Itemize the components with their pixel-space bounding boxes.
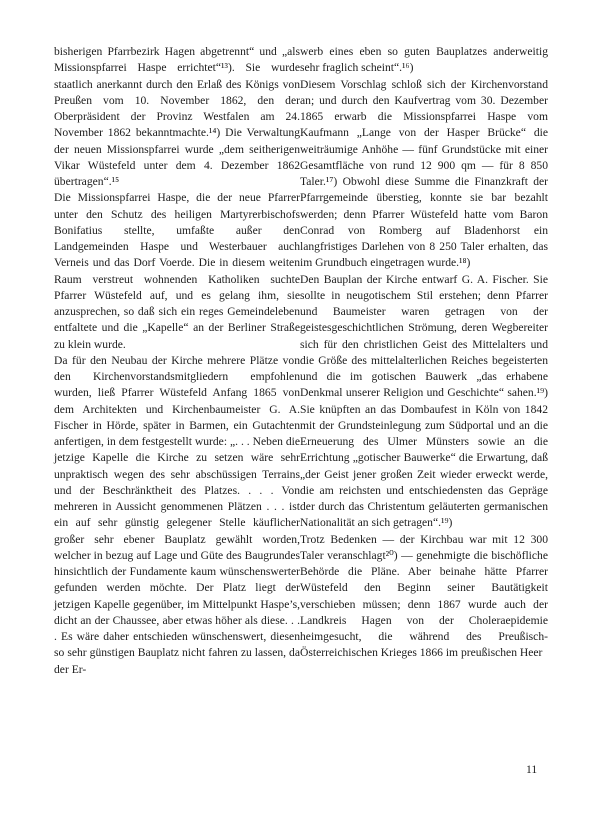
paragraph: werb eines eben so guten Bauplatzes anderweitig sehr fraglich scheint“.¹⁶) bbox=[300, 45, 548, 75]
paragraph: Trotz Bedenken — der Kirchbau war mit 12 300 Taler veranschlagt²⁰) — genehmigte die bischöfliche Behörde die Pläne. Aber beinahe hätte Pfarrer Wüstefeld den Beginn seiner Bautätigkeit verschieben müssen; denn 1867 wurde auch der Landkreis Hagen von der Choleraepidemie heimgesucht, die während des Preußisch-Österreichischen Krieges 1866 im preußischen Heer bbox=[300, 532, 548, 660]
paragraph: bisherigen Pfarrbezirk Hagen abgetrennt“ und „als Missionspfarrei Haspe errichtet“¹³). Sie wurde staatlich anerkannt durch den Erlaß des Königs von Preußen vom 10. November 1862, den der Oberpräsident der Provinz Westfalen am 24. November 1862 bekanntmachte.¹⁴) Die Verwaltung der neuen Missionspfarrei wurde „dem seitherigen Vikar Wüstefeld unter dem 4. Dezember 1862 übertragen“.¹⁵ bbox=[54, 45, 300, 188]
page-number: 11 bbox=[526, 763, 538, 776]
paragraph: Die Missionspfarrei Haspe, die der neue Pfarrer unter den Schutz des heiligen Martyrerbischofs Bonifatius stellte, umfaßte außer den Landgemeinden Haspe und Westerbauer auch Verneis und das Dorf Voerde. Die in diesem weiten Raum verstreut wohnenden Katholiken suchte Pfarrer Wüstefeld auf, und es gelang ihm, sie anzusprechen, so daß sich ein reges Gemeindeleben entfaltete und die „Kapelle“ an der Berliner Straße zu klein wurde. bbox=[54, 191, 300, 351]
paragraph: Diesem Vorschlag schloß sich der Kirchenvorstand an; und durch den Kaufvertrag vom 30. Dezember 1865 erwarb die Missionspfarrei Haspe vom Kaufmann „Lange von der Hasper Brücke“ die weiträumige Anhöhe — fünf Grundstücke mit einer Gesamtfläche von rund 12 900 qm — für 8 850 Taler.¹⁷) Obwohl diese Summe die Finanzkraft der Pfarrgemeinde überstieg, konnte sie bar bezahlt werden; denn Pfarrer Wüstefeld hatte vom Baron Conrad von Romberg auf Bladenhorst ein langfristiges Darlehen von 8 250 Taler erhalten, das im Grundbuch eingetragen wurde.¹⁸) bbox=[300, 77, 548, 270]
right-text-column bbox=[300, 44, 548, 662]
left-text-column bbox=[54, 44, 300, 678]
paragraph: Den Bauplan der Kirche entwarf G. A. Fischer. Sie sollte in neugotischem Stil erstehen; denn Pfarrer und Baumeister waren getragen von der geistesgeschichtlichen Strömung, deren Wegbereiter sich für den christlichen Geist des Mittelalters und die Größe des mittelalterlichen Reiches begeisterten und die im gotischen Bauwerk „das erhabene Denkmal unserer Religion und Geschichte“ sahen.¹⁹) Sie knüpften an das Dombaufest in Köln von 1842 mit der Grundsteinlegung zum Südportal und an die Erneuerung des Ulmer Münsters sowie an die Errichtung „gotischer Bauwerke“ die Erwartung, daß „der Geist jener großen Zeit wieder erweckt werde, die am reichsten und entschiedensten das Gepräge der durch das Christentum geläuterten germanischen Nationalität an sich getragen“.¹⁹) bbox=[300, 272, 548, 530]
paragraph: Da für den Neubau der Kirche mehrere Plätze von den Kirchenvorstandsmitgliedern empfohlen wurden, ließ Pfarrer Wüstefeld Anfang 1865 von dem Architekten und Kirchenbaumeister G. A. Fischer in Hörde, später in Barmen, ein Gutachten anfertigen, in dem festgestellt wurde: „. . . Neben die jetzige Kapelle die Kirche zu setzen wäre sehr unpraktisch wegen des sehr abschüssigen Terrains und der Beschränktheit des Platzes. . . . Von mehreren in Aussicht genommenen Plätzen . . . ist ein auf sehr günstig gelegener Stelle käuflicher großer sehr ebener Bauplatz gewählt worden, welcher in bezug auf Lage und Güte des Baugrundes hinsichtlich der Fundamente kaum wünschenswerter gefunden werden möchte. Der Platz liegt der jetzigen Kapelle gegenüber, im Mittelpunkt Haspe’s, dicht an der Chaussee, aber etwas höher als diese. . . . Es wäre daher entschieden wünschenswert, diesen so sehr günstigen Bauplatz nicht fahren zu lassen, da der Er- bbox=[54, 353, 300, 676]
